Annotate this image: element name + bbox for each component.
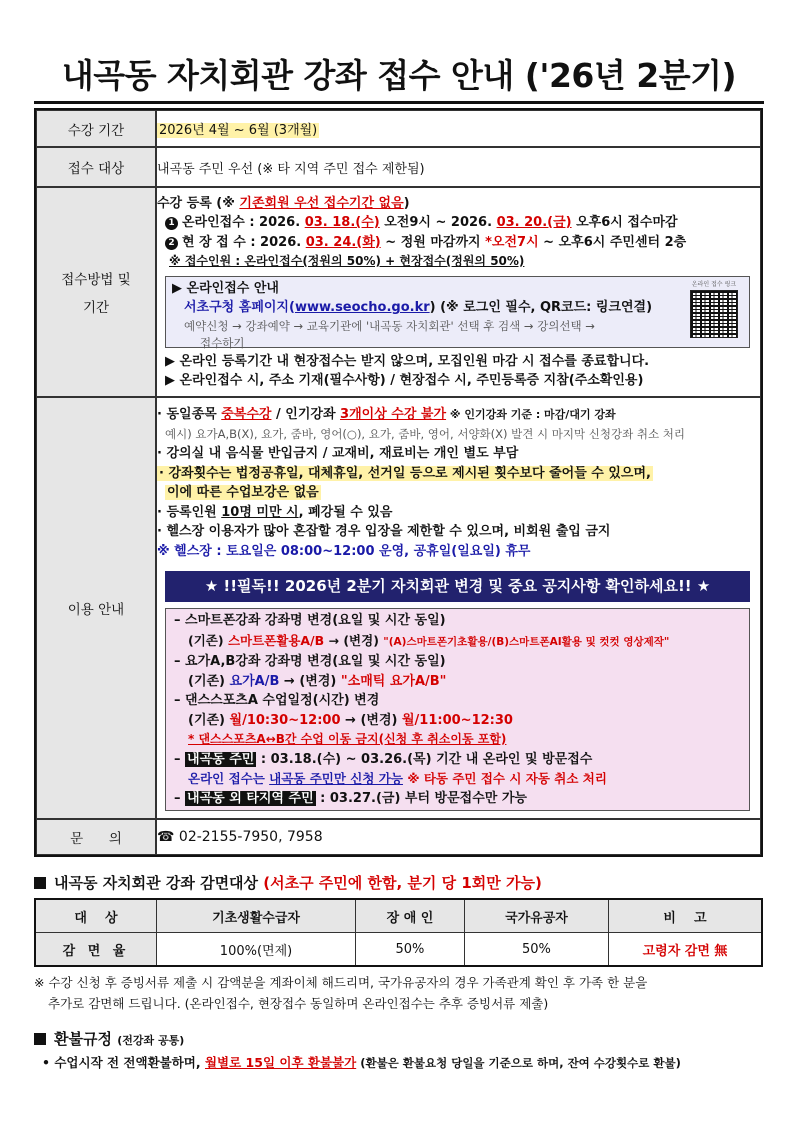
usage-gym-hours: ※ 헬스장 : 토요일은 08:00~12:00 운영, 공휴일(일요일) 휴무 xyxy=(157,543,531,559)
method-line-notice1: ▶ 온라인 등록기간 내 현장접수는 받지 않으며, 모집인원 마감 시 접수를 종료합니다. xyxy=(165,353,650,369)
qr-code-icon xyxy=(690,290,738,338)
online-site-line: 서초구청 홈페이지(www.seocho.go.kr) (※ 로그인 필수, QR코드: 링크연결) xyxy=(184,300,653,315)
change-yoga-title: – 요가A,B강좌 강좌명 변경(요일 및 시간 동일) xyxy=(174,654,446,669)
number-1-icon: 1 xyxy=(165,217,178,230)
method-line-onsite: 2 현 장 접 수 : 2026. 03. 24.(화) ~ 정원 마감까지 *오전7시 ~ 오후6시 주민센터 2층 xyxy=(157,233,760,253)
usage-row xyxy=(36,397,761,819)
seocho-link[interactable]: www.seocho.go.kr xyxy=(294,300,430,315)
residents-schedule: – 내곡동 주민 : 03.18.(수) ~ 03.26.(목) 기간 내 온라인 및 방문접수 xyxy=(174,751,593,767)
change-smartphone-title: – 스마트폰강좌 강좌명 변경(요일 및 시간 동일) xyxy=(174,613,446,628)
method-line-online: 1 온라인접수 : 2026. 03. 18.(수) 오전9시 ~ 2026. 03. 20.(금) 오후6시 접수마감 xyxy=(157,213,760,233)
period-value: 2026년 4월 ~ 6월 (3개월) xyxy=(159,123,318,138)
change-dance-title: – 댄스스포츠A 수업일정(시간) 변경 xyxy=(174,693,380,708)
method-row xyxy=(36,187,761,397)
number-2-icon: 2 xyxy=(165,237,178,250)
online-info-title: ▶ 온라인접수 안내 xyxy=(172,280,279,296)
usage-bullet-1-example: 예시) 요가A,B(X), 요가, 줌바, 영어(○), 요가, 줌바, 영어, 서양화(X) 발견 시 마지막 신청강좌 취소 처리 xyxy=(165,426,685,441)
change-dance-warning: * 댄스스포츠A↔B간 수업 이동 금지(신청 후 취소이동 포함) xyxy=(188,732,507,746)
refund-heading: 환불규정 (전강좌 공통) xyxy=(34,1028,184,1049)
period-row xyxy=(36,110,761,147)
usage-label: 이용 안내 xyxy=(36,397,156,819)
notice-banner: ★ !!필독!! 2026년 2분기 자치회관 변경 및 중요 공지사항 확인하세요!! ★ xyxy=(165,571,750,602)
senior-note: 고령자 감면 無 xyxy=(609,933,763,967)
square-bullet-icon xyxy=(34,1033,46,1045)
usage-bullet-1: · 동일종목 중복수강 / 인기강좌 3개이상 수강 불가 ※ 인기강좌 기준 : 마감/대기 강좌 xyxy=(157,407,616,422)
target-value: 내곡동 주민 우선 (※ 타 지역 주민 접수 제한됨) xyxy=(156,147,761,187)
target-label: 접수 대상 xyxy=(36,147,156,187)
usage-bullet-4: · 등록인원 10명 미만 시, 폐강될 수 있음 xyxy=(157,504,393,520)
qr-caption: 온라인 접수 링크 xyxy=(691,280,737,288)
online-path-line1: 예약신청 → 강좌예약 → 교육기관에 '내곡동 자치회관' 선택 후 검색 → 강의선택 → xyxy=(184,318,595,333)
period-label: 수강 기간 xyxy=(36,110,156,147)
change-dance-detail: (기존) 월/10:30~12:00 → (변경) 월/11:00~12:30 xyxy=(188,712,513,728)
change-smartphone-detail: (기존) 스마트폰활용A/B → (변경) "(A)스마트폰기초활용/(B)스마트폰AI활용 및 컷컷 영상제작" xyxy=(188,632,670,648)
target-row xyxy=(36,147,761,187)
online-info-box xyxy=(165,276,750,348)
usage-bullet-2: · 강의실 내 음식물 반입금지 / 교재비, 재료비는 개인 별도 부담 xyxy=(157,446,519,461)
change-yoga-detail: (기존) 요가A/B → (변경) "소매틱 요가A/B" xyxy=(188,673,447,689)
contact-label: 문 의 xyxy=(36,819,156,855)
contact-phone[interactable]: 02-2155-7950, 7958 xyxy=(178,829,323,845)
online-path-line2: 접수하기 xyxy=(200,335,245,350)
method-line-notice2: ▶ 온라인접수 시, 주소 기재(필수사항) / 현장접수 시, 주민등록증 지참(주소확인용) xyxy=(165,373,644,388)
usage-bullet-3: · 강좌횟수는 법정공휴일, 대체휴일, 선거일 등으로 제시된 횟수보다 줄어들 수 있으며, xyxy=(159,465,651,481)
title-divider xyxy=(34,101,764,104)
reduction-table xyxy=(34,898,763,967)
phone-icon: ☎ xyxy=(157,829,175,845)
square-bullet-icon xyxy=(34,877,46,889)
residents-online-note: 온라인 접수는 내곡동 주민만 신청 가능 ※ 타동 주민 접수 시 자동 취소 처리 xyxy=(188,771,607,786)
qr-code[interactable] xyxy=(687,279,741,338)
reduction-table-row: 감 면 율 100%(면제) 50% 50% 고령자 감면 無 xyxy=(35,933,762,967)
refund-rule: • 수업시작 전 전액환불하며, 월별로 15일 이후 환불불가 (환불은 환불요청 당일을 기준으로 하며, 잔여 수강횟수로 환불) xyxy=(42,1055,681,1070)
usage-bullet-5: · 헬스장 이용자가 많아 혼잡할 경우 입장을 제한할 수 있으며, 비회원 출입 금지 xyxy=(157,524,611,539)
contact-row xyxy=(36,819,761,855)
method-line-quota: ※ 접수인원 : 온라인접수(정원의 50%) + 현장접수(정원의 50%) xyxy=(169,254,525,268)
page-title: 내곡동 자치회관 강좌 접수 안내 ('26년 2분기) xyxy=(61,56,737,95)
reduction-table-header: 대 상 기초생활수급자 장 애 인 국가유공자 비 고 xyxy=(35,899,762,933)
nonresidents-schedule: – 내곡동 외 타지역 주민 : 03.27.(금) 부터 방문접수만 가능 xyxy=(174,790,527,806)
method-line-register: 수강 등록 (※ 기존회원 우선 접수기간 없음) xyxy=(157,195,410,211)
reduction-heading: 내곡동 자치회관 강좌 감면대상 (서초구 주민에 한함, 분기 당 1회만 가능) xyxy=(34,872,542,893)
changes-box xyxy=(165,608,750,811)
method-label: 접수방법 및 기간 xyxy=(36,187,156,397)
usage-bullet-3-cont: 이에 따른 수업보강은 없음 xyxy=(167,485,319,500)
info-table xyxy=(34,108,763,857)
reduction-note: ※ 수강 신청 후 증빙서류 제출 시 감액분을 계좌이체 해드리며, 국가유공자의 경우 가족관계 확인 후 가족 한 분을 추가로 감면해 드립니다. (온라인접수, 현장접수 동일하며 온라인접수는 추후 증빙서류 제출) xyxy=(34,975,648,1011)
